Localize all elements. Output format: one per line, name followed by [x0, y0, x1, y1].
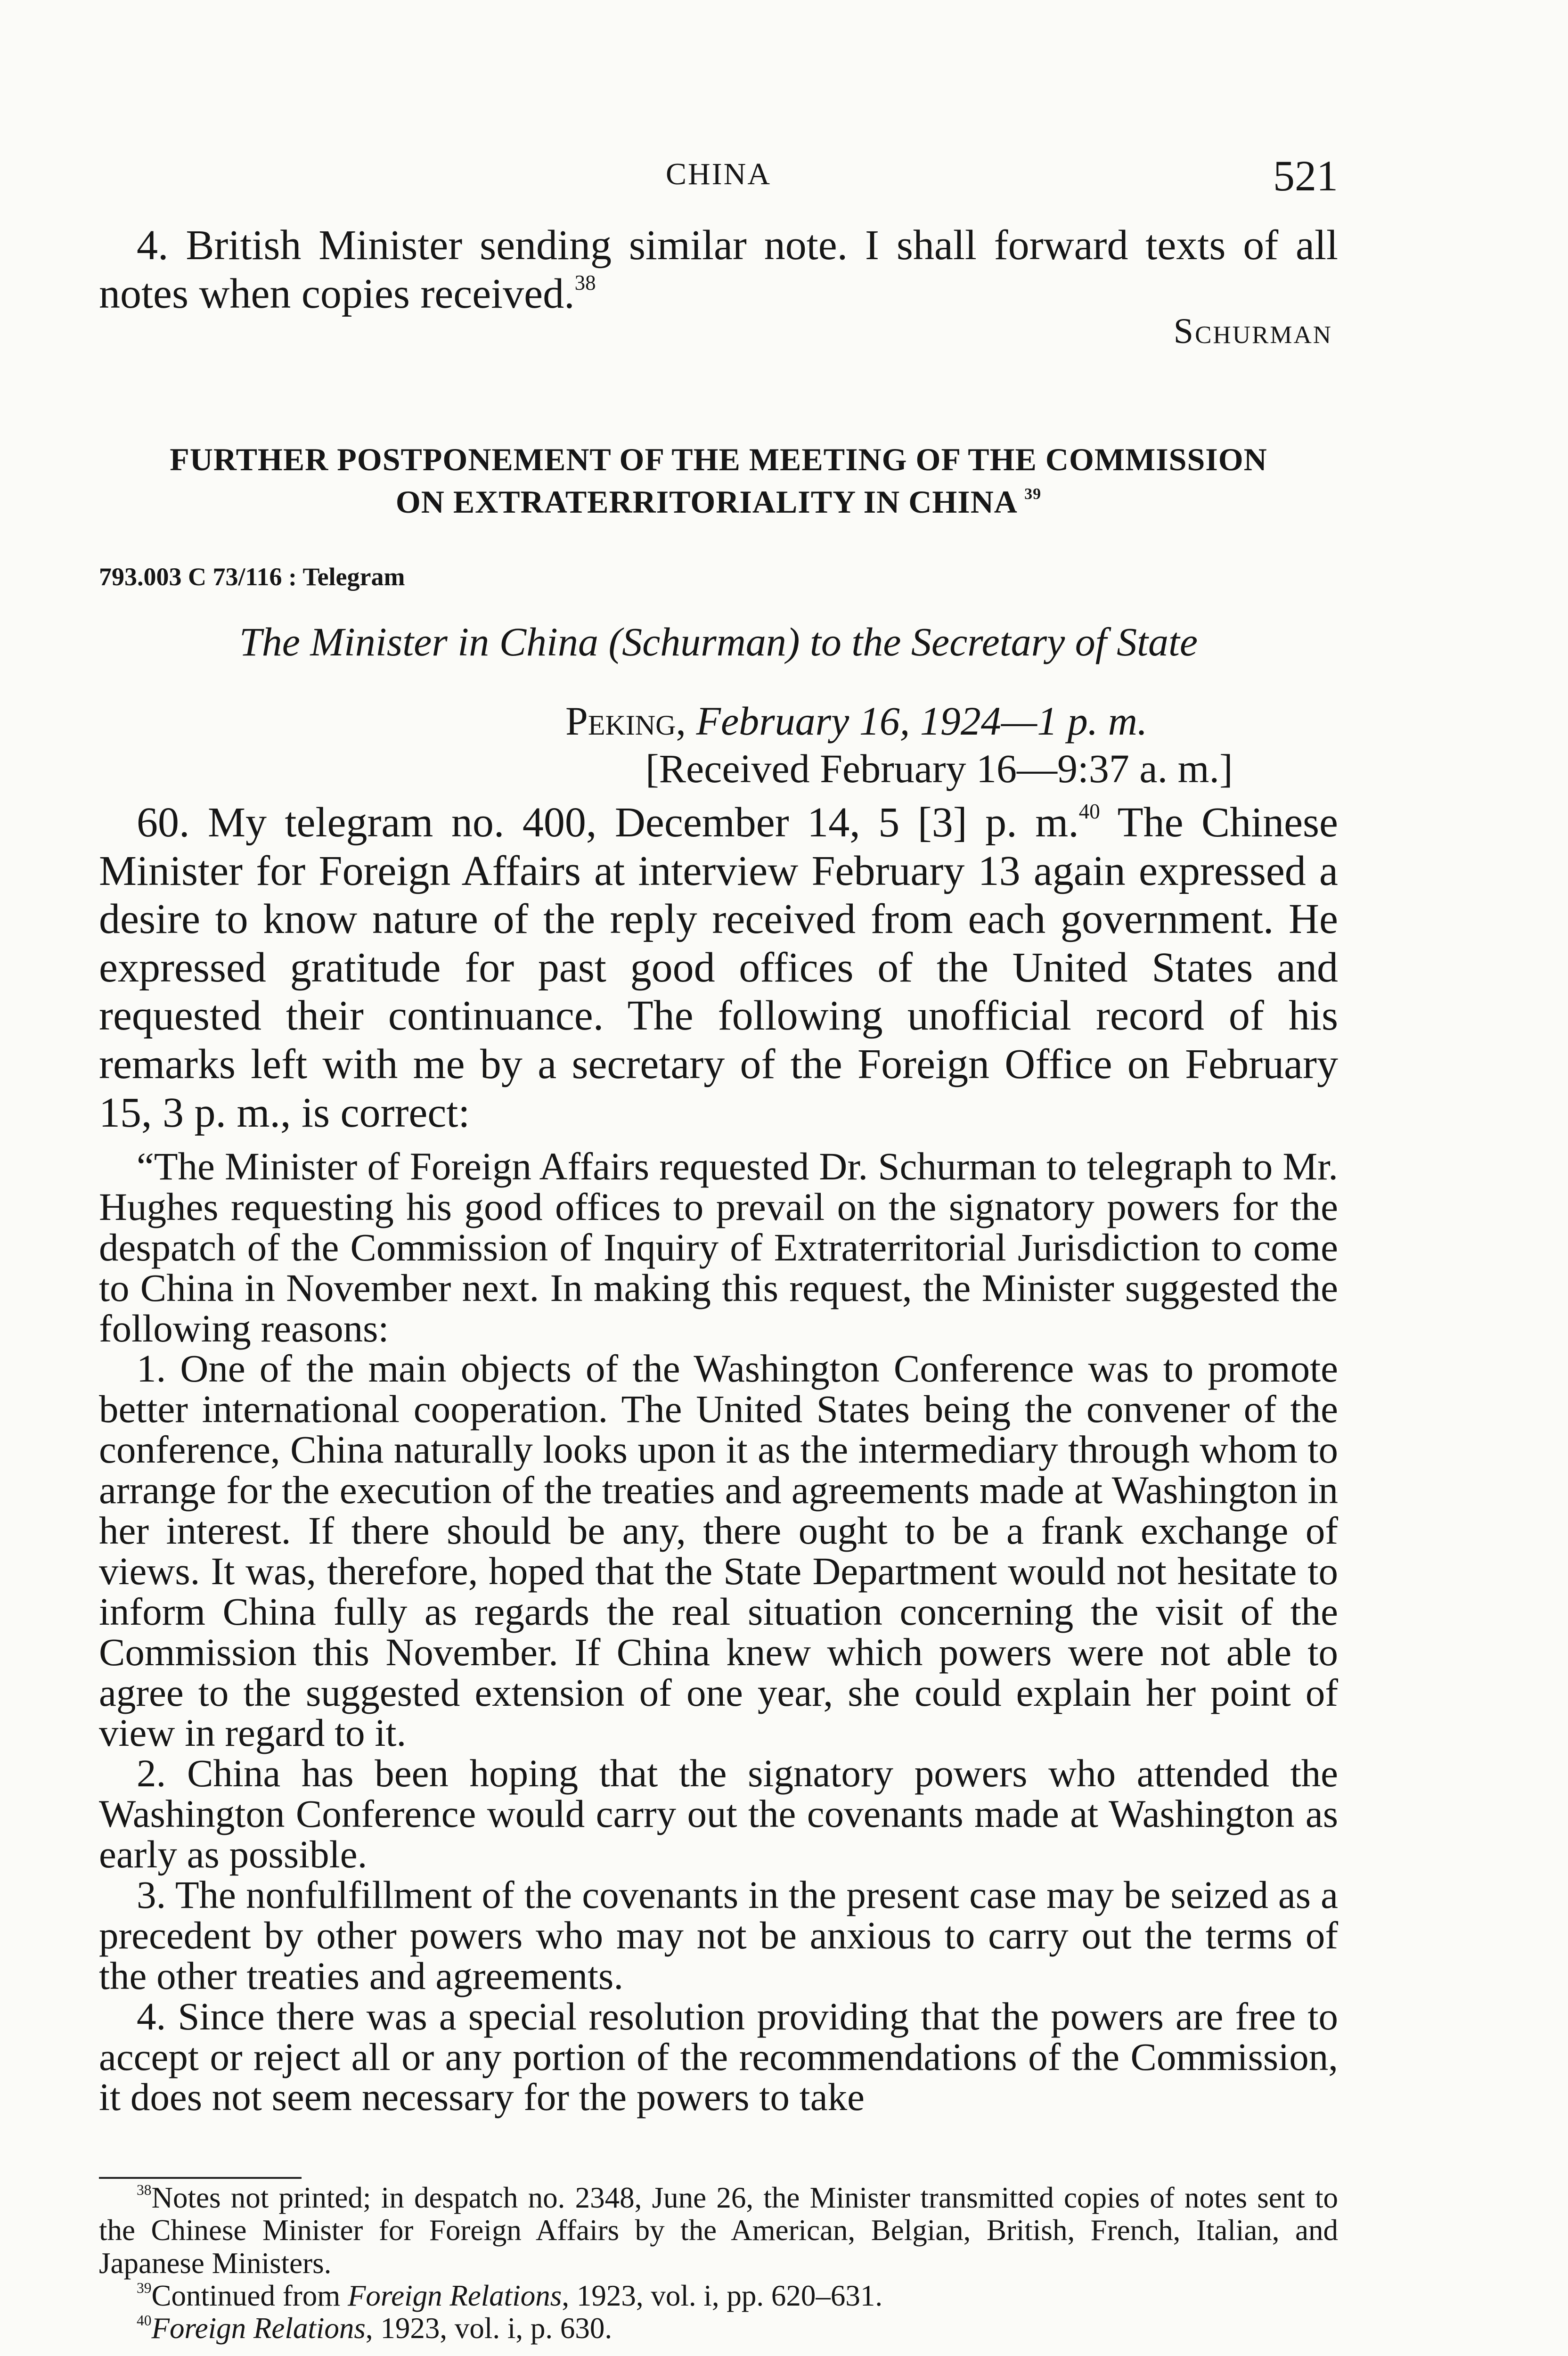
quote-item-2: 2. China has been hoping that the signatory powers who attended the Washington Conference would carry out the covenants made at Washington as early as possible.	[99, 1751, 1338, 1876]
document-title: The Minister in China (Schurman) to the Secretary of State	[239, 619, 1198, 664]
quote-item-4: 4. Since there was a special resolution providing that the powers are free to accept or reject all or any portion of the recommendations of the Commission, it does not seem necessary for the powers to take	[99, 1994, 1338, 2119]
footnote-suffix: , 1923, vol. i, p. 630.	[365, 2312, 612, 2345]
continuation-paragraph	[99, 221, 1338, 318]
footnote-source-title: Foreign Relations	[347, 2279, 562, 2312]
footnote-text: Notes not printed; in despatch no. 2348, June 26, the Minister transmitted copies of notes sent to the Chinese Minister for Foreign Affairs by the American, Belgian, British, French, Italian, and Japanese Ministers.	[99, 2181, 1338, 2280]
footnote-rule	[99, 2177, 302, 2179]
received-line: [Received February 16—9:37 a. m.]	[645, 745, 1233, 791]
page-number: 521	[1273, 152, 1338, 200]
footnote-40	[99, 2312, 1338, 2345]
telegram-paragraph	[99, 799, 1338, 1137]
section-heading-line-1: FURTHER POSTPONEMENT OF THE MEETING OF THE COMMISSION	[170, 442, 1267, 477]
footnote-ref-38: 38	[574, 270, 596, 294]
footnotes	[99, 2182, 1338, 2345]
dateline	[565, 697, 1300, 792]
file-reference: 793.003 C 73/116 : Telegram	[99, 563, 405, 591]
section-heading	[99, 438, 1338, 524]
footnote-38	[99, 2182, 1338, 2280]
footnote-source-title: Foreign Relations	[151, 2312, 366, 2345]
footnote-suffix: , 1923, vol. i, pp. 620–631.	[562, 2279, 883, 2312]
running-title: CHINA	[666, 157, 771, 191]
telegram-text-rest: The Chinese Minister for Foreign Affairs at interview February 13 again expressed a desire to know nature of the reply received from each government. He expressed gratitude for past good offices of the United States and requested their continuance. The following unofficial record of his remarks left with me by a secretary of the Foreign Office on February 15, 3 p. m., is correct:	[99, 799, 1338, 1136]
footnote-mark: 39	[137, 2280, 152, 2297]
dateline-date: February 16, 1924—1 p. m.	[696, 698, 1148, 744]
footnote-mark: 40	[137, 2312, 152, 2329]
section-heading-line-2: ON EXTRATERRITORIALITY IN CHINA	[395, 484, 1016, 520]
footnote-prefix: Continued from	[151, 2279, 348, 2312]
footnote-ref-39: 39	[1024, 485, 1042, 503]
footnote-39	[99, 2280, 1338, 2312]
quote-item-1: 1. One of the main objects of the Washington Conference was to promote better international cooperation. The United States being the convener of the conference, China naturally looks upon it as the intermediary through whom to arrange for the execution of the treaties and agreements made at Washington in her interest. If there should be any, there ought to be a frank exchange of views. It was, therefore, hoped that the State Department would not hesitate to inform China fully as regards the real situation concerning the visit of the Commission this November. If China knew which powers were not able to agree to the suggested extension of one year, she could explain her point of view in regard to it.	[99, 1347, 1338, 1755]
signature: Schurman	[1173, 311, 1332, 351]
continuation-text: 4. British Minister sending similar note. I shall forward texts of all notes when copies received.	[99, 222, 1338, 317]
footnote-mark: 38	[137, 2182, 152, 2199]
quote-item-3: 3. The nonfulfillment of the covenants in the present case may be seized as a precedent by other powers who may not be anxious to carry out the terms of the other treaties and agreements.	[99, 1873, 1338, 1997]
dateline-place: Peking,	[565, 698, 686, 744]
quoted-record	[99, 1146, 1338, 2118]
telegram-text-start: 60. My telegram no. 400, December 14, 5 [3] p. m.	[137, 799, 1079, 846]
quote-intro: “The Minister of Foreign Affairs requested Dr. Schurman to telegraph to Mr. Hughes requesting his good offices to prevail on the signatory powers for the despatch of the Commission of Inquiry of Extraterritorial Jurisdiction to come to China in November next. In making this request, the Minister suggested the following reasons:	[99, 1145, 1338, 1350]
running-head	[99, 151, 1338, 203]
footnote-ref-40: 40	[1078, 799, 1100, 823]
